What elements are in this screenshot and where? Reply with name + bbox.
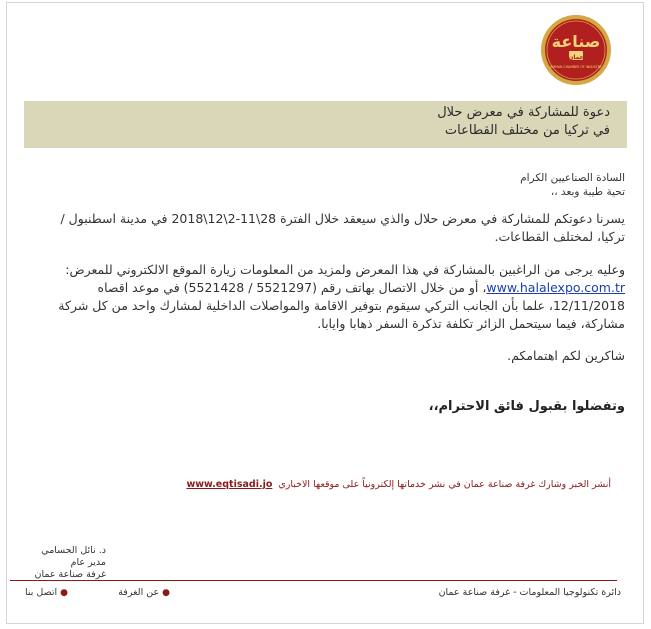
footer-department: دائرة تكنولوجيا المعلومات - غرفة صناعة عمان xyxy=(438,587,621,598)
bullet-icon: ● xyxy=(60,588,68,598)
signature-role: مدير عام xyxy=(70,557,106,568)
signature-org: غرفة صناعة عمان xyxy=(34,569,106,580)
greeting: تحية طيبة وبعد ،، xyxy=(550,186,625,198)
banner-title-line1: دعوة للمشاركة في معرض حلال xyxy=(437,105,610,120)
svg-text:عمان: عمان xyxy=(568,54,584,61)
chamber-emblem-icon xyxy=(540,14,612,86)
invitation-paragraph: يسرنا دعوتكم للمشاركة في معرض حلال والذي سيعقد خلال الفترة 28\11-2\12\2018 في مدينة اسطنبول / تركيا، لمختلف القطاعات. xyxy=(60,211,625,244)
details-paragraph xyxy=(47,261,625,333)
share-text: أنشر الخبر وشارك غرفة صناعة عمان في نشر خدماتها إلكترونياً على موقعها الاخباري xyxy=(278,479,611,490)
footer-divider xyxy=(10,580,617,581)
share-banner xyxy=(186,479,611,490)
banner-title-line2: في تركيا من مختلف القطاعات xyxy=(444,123,610,138)
contact-us-label: اتصل بنا xyxy=(24,587,58,598)
contact-us-link[interactable] xyxy=(25,587,68,598)
svg-text:صناعة: صناعة xyxy=(551,32,601,51)
details-text-start: وعليه يرجى من الراغبين بالمشاركة في هذا المعرض ولمزيد من المعلومات زيارة الموقع الالكتروني للمعرض: xyxy=(65,262,625,277)
title-banner xyxy=(24,101,627,148)
about-chamber-link[interactable] xyxy=(118,587,170,598)
svg-text:AMMAN CHAMBER OF INDUSTRY: AMMAN CHAMBER OF INDUSTRY xyxy=(550,65,602,69)
details-text-end: ، أو من خلال الاتصال بهاتف رقم (5521297 / 5521428) في موعد اقصاه 12/11/2018، علما بأن الجانب التركي سيقوم بتوفير الاقامة والمواصلات الداخلية لمشارك واحد من كل شركة مشاركة، فيما سيتحمل الزائر تكلفة تذكرة السفر ذهابا وايابا. xyxy=(58,280,625,331)
salutation: السادة الصناعيين الكرام xyxy=(520,172,625,184)
thanks-line: شاكرين لكم اهتمامكم. xyxy=(507,348,625,363)
signature-name: د. نائل الحسامي xyxy=(41,545,106,556)
expo-website-link[interactable]: www.halalexpo.com.tr xyxy=(486,280,625,295)
closing-line: وتفضلوا بقبول فائق الاحترام،، xyxy=(428,399,625,414)
bullet-icon: ● xyxy=(162,588,170,598)
about-chamber-label: عن الغرفة xyxy=(118,587,160,598)
eqtisadi-link[interactable]: www.eqtisadi.jo xyxy=(186,479,273,490)
chamber-logo xyxy=(540,14,612,86)
